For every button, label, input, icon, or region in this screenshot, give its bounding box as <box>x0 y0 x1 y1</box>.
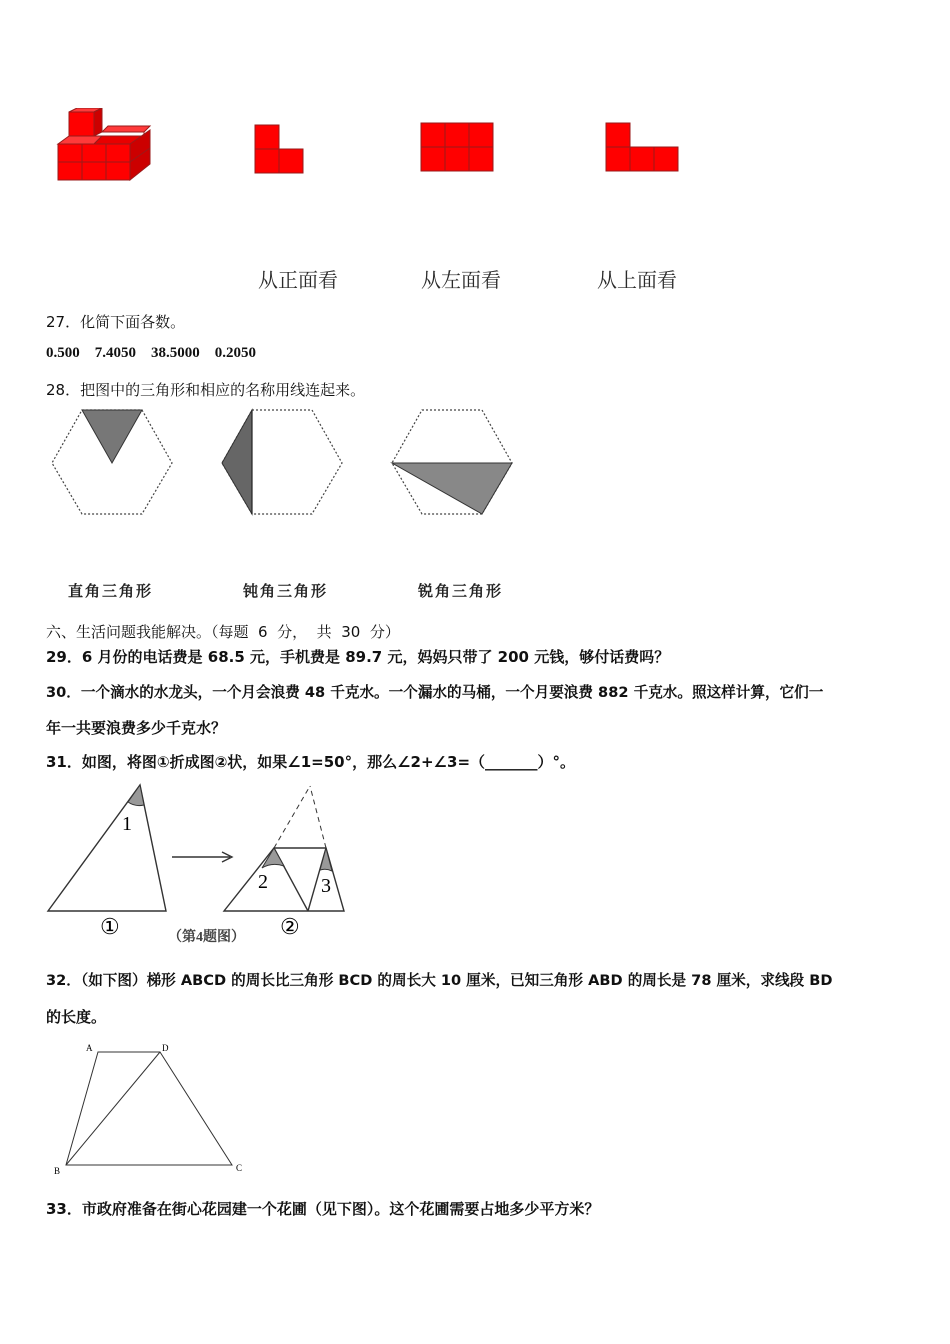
hexagon-figure-1 <box>50 408 175 518</box>
angle-3-label: 3 <box>321 875 331 897</box>
question-27: 27．化简下面各数。 <box>46 313 186 331</box>
left-view-label: 从左面看 <box>421 268 501 292</box>
angle-2-label: 2 <box>258 871 268 893</box>
point-c-label: C <box>236 1163 243 1173</box>
point-d-label: D <box>162 1043 169 1053</box>
top-view-shape <box>605 122 681 174</box>
front-view-shape <box>254 124 306 176</box>
question-29: 29．6 月份的电话费是 68.5 元，手机费是 89.7 元，妈妈只带了 200 元钱，够付话费吗？ <box>46 648 670 666</box>
question-28: 28．把图中的三角形和相应的名称用线连起来。 <box>46 381 366 399</box>
angle-1-label: 1 <box>122 813 132 835</box>
fold-figure <box>40 780 360 950</box>
label-obtuse-triangle: 钝角三角形 <box>243 582 329 600</box>
cube-solid-figure <box>50 108 155 188</box>
circle-1-label: ① <box>100 914 120 939</box>
circle-2-label: ② <box>280 914 300 939</box>
left-view-shape <box>420 122 496 174</box>
question-30-line2: 年一共要浪费多少千克水？ <box>46 719 227 737</box>
hexagon-figure-3 <box>390 408 515 518</box>
question-32-line1: 32．（如下图）梯形 ABCD 的周长比三角形 BCD 的周长大 10 厘米，已知三角形 ABD 的周长是 78 厘米，求线段 BD <box>46 972 833 989</box>
point-b-label: B <box>54 1166 61 1176</box>
point-a-label: A <box>86 1043 93 1053</box>
question-30-line1: 30．一个滴水的水龙头，一个月会浪费 48 千克水。一个漏水的马桶，一个月要浪费 882 千克水。照这样计算，它们一 <box>46 684 824 701</box>
question-27-numbers: 0.500 7.4050 38.5000 0.2050 <box>46 345 256 361</box>
question-32-line2: 的长度。 <box>46 1008 107 1026</box>
question-31: 31．如图，将图①折成图②状，如果∠1=50°，那么∠2+∠3=（_______）°。 <box>46 753 576 771</box>
top-view-label: 从上面看 <box>597 268 677 292</box>
question-33: 33．市政府准备在街心花园建一个花圃（见下图）。这个花圃需要占地多少平方米？ <box>46 1200 600 1218</box>
trapezoid-abcd-figure <box>50 1038 250 1178</box>
label-acute-triangle: 锐角三角形 <box>418 582 504 600</box>
section-6-heading: 六、生活问题我能解决。（每题 6 分， 共 30 分） <box>46 623 400 641</box>
hexagon-figure-2 <box>220 408 345 518</box>
label-right-triangle: 直角三角形 <box>68 582 154 600</box>
figure-caption: （第4题图） <box>168 930 245 945</box>
front-view-label: 从正面看 <box>258 268 338 292</box>
